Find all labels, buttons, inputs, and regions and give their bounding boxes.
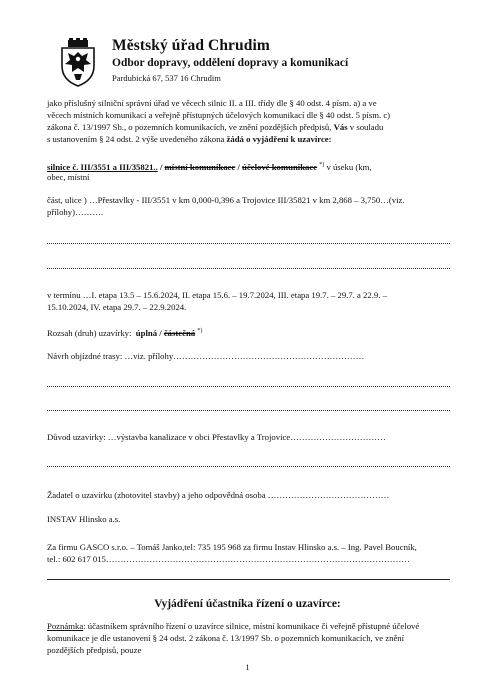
reason-label: Důvod uzavírky: …výstavba kanalizace v obci Přestavlky a Trojovice…………………………… bbox=[47, 432, 386, 442]
applicant-company: INSTAV Hlinsko a.s. bbox=[47, 514, 121, 524]
term-line-2: 15.10.2024, IV. etapa 29.7. – 22.9.2024. bbox=[47, 302, 187, 312]
intro-line-4 bbox=[47, 134, 332, 145]
closure-partial-struck: částečná bbox=[163, 327, 196, 338]
intro-line-3 bbox=[47, 122, 383, 133]
intro-line-3-text: zákona č. 13/1997 Sb., o pozemních komunikacích, ve znění pozdějších předpisů, bbox=[47, 122, 332, 132]
applicant-contact-2: tel.: 602 617 015…………………………………………………………………………………………… bbox=[47, 554, 410, 564]
road-separator-2: / bbox=[235, 161, 243, 172]
note-line-1 bbox=[47, 621, 419, 632]
road-line-4: přílohy)………. bbox=[47, 207, 104, 217]
intro-line-2: věcech místních komunikací a veřejně přístupných účelových komunikací dle § 40 odst. 5 písm. c) bbox=[47, 110, 391, 120]
blank-line bbox=[47, 243, 450, 244]
road-line-3: část, ulice ) …Přestavlky - III/3551 v km 0,000-0,396 a Trojovice III/35821 v km 2,868 – 3,750…(viz. bbox=[47, 195, 405, 205]
road-type-local-struck: místní komunikace bbox=[164, 161, 236, 172]
closure-separator: / bbox=[157, 327, 164, 338]
blank-line bbox=[47, 268, 450, 269]
city-coat-of-arms-icon bbox=[58, 38, 98, 88]
closure-scope bbox=[47, 326, 202, 339]
department-name: Odbor dopravy, oddělení dopravy a komunikací bbox=[112, 57, 349, 69]
page-number: 1 bbox=[245, 662, 250, 672]
closure-scope-label: Rozsah (druh) uzavírky: bbox=[47, 327, 132, 338]
blank-line bbox=[47, 410, 450, 411]
road-type-purpose-struck: účelové komunikace bbox=[242, 161, 318, 172]
footnote-mark: *) bbox=[197, 328, 203, 334]
road-section-label: v úseku (km, bbox=[326, 161, 372, 172]
closure-full: úplná bbox=[135, 327, 158, 338]
statement-title: Vyjádření účastníka řízení o uzavírce: bbox=[154, 598, 341, 610]
road-line-1 bbox=[47, 160, 372, 173]
applicant-contact-1: Za firmu GASCO s.r.o. – Tomáš Janko,tel: 735 195 968 za firmu Instav Hlinsko a.s. – Ing. Pavel Boucník, bbox=[47, 542, 417, 552]
blank-line bbox=[47, 386, 450, 387]
intro-line-4-text: s ustanovením § 24 odst. 2 výše uvedeného zákona bbox=[47, 134, 225, 144]
road-line-2: obec, místní bbox=[47, 172, 90, 182]
section-divider bbox=[47, 579, 450, 580]
note-text-1: : účastníkem správního řízení o uzavírce silnice, místní komunikace či veřejně přístupné účelové bbox=[83, 621, 420, 631]
intro-line-1: jako příslušný silniční správní úřad ve věcech silnic II. a III. třídy dle § 40 odst. 4 písm. a) a ve bbox=[47, 98, 377, 108]
blank-line bbox=[47, 466, 450, 467]
note-line-3: pozdějších předpisů, pouze bbox=[47, 645, 142, 655]
intro-request: žádá o vyjádření k uzavírce: bbox=[226, 134, 332, 144]
road-numbers: silnice č. III/3551 a III/35821.. bbox=[47, 161, 158, 172]
applicant-label: Žadatel o uzavírku (zhotovitel stavby) a jeho odpovědná osoba …………………………………… bbox=[47, 490, 390, 500]
office-address: Pardubická 67, 537 16 Chrudim bbox=[112, 73, 221, 83]
detour-label: Návrh objízdné trasy: …viz. přílohy………………………………………………………… bbox=[47, 351, 365, 361]
footnote-mark: *) bbox=[319, 162, 325, 168]
note-line-2: komunikace je dle ustanovení § 24 odst. 2 zákona č. 13/1997 Sb. o pozemních komunikacích, ve znění bbox=[47, 633, 405, 643]
office-name: Městský úřad Chrudim bbox=[112, 37, 270, 54]
intro-addressee: Vás bbox=[333, 122, 348, 132]
intro-line-3-end: v souladu bbox=[349, 122, 384, 132]
term-line-1: v termínu …I. etapa 13.5 – 15.6.2024, II. etapa 15.6. – 19.7.2024, III. etapa 19.7. – 29.7. a 22.9. – bbox=[47, 290, 387, 300]
road-separator: / bbox=[157, 161, 165, 172]
note-label: Poznámka bbox=[47, 621, 84, 631]
